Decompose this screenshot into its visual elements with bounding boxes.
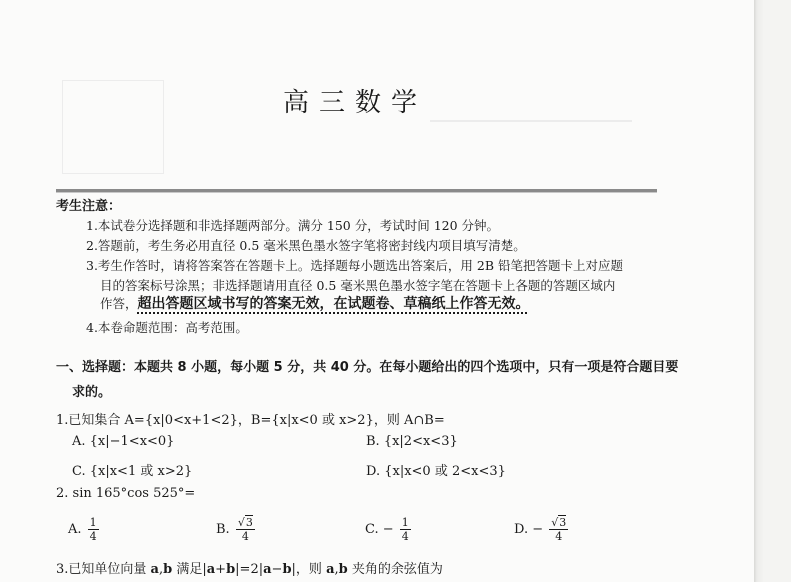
q3-minus: −	[271, 562, 283, 577]
q3-text-4: |，则	[291, 562, 327, 577]
question-2-stem: 2. sin 165°cos 525°=	[56, 486, 196, 501]
question-2-option-b	[216, 516, 255, 543]
vector-b: b	[282, 562, 292, 577]
q3-comma-2: ,	[334, 562, 339, 577]
notice-item-3: 3.考生作答时，请将答案答在答题卡上。选择题每小题选出答案后，用 2B 铅笔把答题卡上对应题	[86, 258, 624, 273]
option-c-label: C. −	[365, 522, 394, 537]
q3-plus: +	[215, 562, 227, 577]
vector-a: a	[263, 562, 272, 577]
header-divider	[56, 189, 657, 193]
sqrt-symbol: √	[551, 516, 559, 529]
q3-text-1: 3.已知单位向量	[56, 562, 151, 577]
option-d-fraction	[549, 516, 568, 543]
option-a-denominator: 4	[89, 530, 97, 543]
vector-a: a	[150, 562, 159, 577]
section-heading: 一、选择题：本题共 8 小题，每小题 5 分，共 40 分。在每小题给出的四个选项中，只有一项是符合题目要	[56, 360, 679, 375]
question-3-stem	[56, 558, 443, 577]
option-d-denominator: 4	[555, 530, 563, 543]
question-1-option-c: C. {x|x<1 或 x>2}	[72, 464, 193, 479]
section-heading-cont: 求的。	[72, 385, 112, 400]
option-d-label: D. −	[514, 522, 544, 537]
option-b-numerator	[236, 516, 255, 530]
notice-heading: 考生注意：	[56, 199, 122, 214]
option-d-radicand: 3	[559, 516, 567, 529]
q3-text-2: 满足|	[172, 562, 207, 577]
option-b-radicand: 3	[245, 516, 253, 529]
question-1-stem: 1.已知集合 A={x|0<x+1<2}，B={x|x<0 或 x>2}，则 A∩B=	[56, 413, 445, 428]
question-1-option-d: D. {x|x<0 或 2<x<3}	[366, 464, 506, 479]
option-a-numerator: 1	[89, 516, 97, 529]
sqrt-symbol: √	[237, 516, 245, 529]
notice-item-1: 1.本试卷分选择题和非选择题两部分。满分 150 分，考试时间 120 分钟。	[86, 218, 500, 233]
option-d-numerator	[549, 516, 568, 530]
question-2-option-a	[68, 516, 99, 543]
page-title: 高三数学	[282, 88, 427, 118]
notice-item-3-prefix: 作答，	[100, 296, 138, 311]
question-2-option-d	[514, 516, 568, 543]
option-b-label: B.	[216, 522, 230, 537]
q3-text-3: |=2|	[235, 562, 264, 577]
notice-item-2: 2.答题前，考生务必用直径 0.5 毫米黑色墨水签字笔将密封线内项目填写清楚。	[86, 238, 526, 253]
question-2-option-c	[365, 516, 411, 543]
option-b-denominator: 4	[241, 530, 249, 543]
option-a-fraction	[88, 516, 99, 543]
vector-a: a	[206, 562, 216, 577]
show-through-line	[430, 120, 632, 122]
notice-item-3-cont: 目的答案标号涂黑；非选择题请用直径 0.5 毫米黑色墨水签字笔在答题卡上各题的答题区域内	[100, 278, 616, 293]
question-1-option-b: B. {x|2<x<3}	[366, 434, 458, 449]
notice-item-3-end	[100, 296, 530, 312]
option-b-fraction	[236, 516, 255, 543]
question-1-option-a: A. {x|−1<x<0}	[72, 434, 175, 449]
vector-a: a	[326, 562, 335, 577]
option-c-numerator: 1	[401, 516, 409, 529]
q3-text-5: 夹角的余弦值为	[347, 562, 443, 577]
notice-item-4: 4.本卷命题范围：高考范围。	[86, 320, 248, 335]
vector-b: b	[163, 562, 173, 577]
vector-b: b	[226, 562, 236, 577]
vector-b: b	[338, 562, 348, 577]
q3-comma-1: ,	[158, 562, 164, 577]
option-c-fraction	[400, 516, 411, 543]
option-a-label: A.	[68, 522, 82, 537]
notice-emphasis: 超出答题区域书写的答案无效，在试题卷、草稿纸上作答无效。	[137, 296, 530, 312]
option-c-denominator: 4	[401, 530, 409, 543]
page-edge-shadow	[754, 0, 791, 582]
